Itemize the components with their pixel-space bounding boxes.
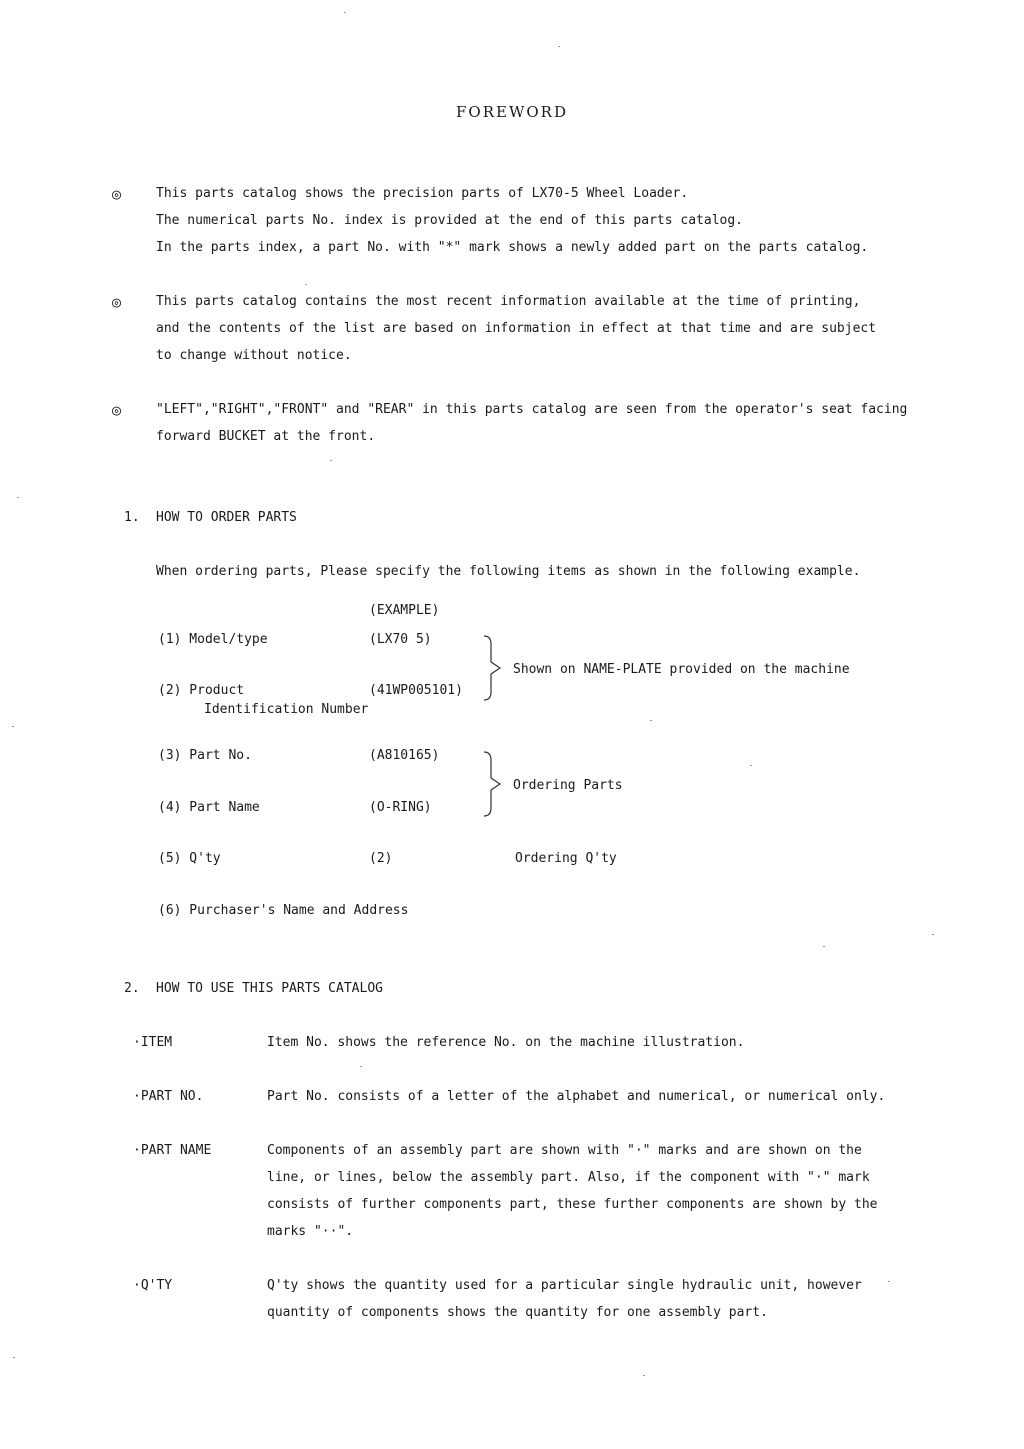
foreword-p1-line3: In the parts index, a part No. with "*" mark shows a newly added part on the parts catalog. <box>156 240 869 255</box>
order-item-2-label: (2) Product <box>158 683 245 698</box>
scan-speck <box>330 460 332 461</box>
scan-speck <box>13 1357 15 1358</box>
section1-number: 1. <box>124 510 140 525</box>
order-item-3-label: (3) Part No. <box>158 748 252 763</box>
foreword-p2-line1: This parts catalog contains the most recent information available at the time of printing, <box>156 294 861 309</box>
order-item-2-example: (41WP005101) <box>369 683 463 698</box>
scan-speck <box>888 1281 890 1282</box>
scan-speck <box>643 1375 645 1376</box>
term-part-name-desc-line2: line, or lines, below the assembly part. Also, if the component with "·" mark <box>267 1170 870 1185</box>
term-part-no: ·PART NO. <box>133 1089 204 1104</box>
term-item-desc: Item No. shows the reference No. on the machine illustration. <box>267 1035 745 1050</box>
section2-heading: HOW TO USE THIS PARTS CATALOG <box>156 981 383 996</box>
order-item-3-example: (A810165) <box>369 748 440 763</box>
section1-heading: HOW TO ORDER PARTS <box>156 510 297 525</box>
term-qty-desc-line2: quantity of components shows the quantity for one assembly part. <box>267 1305 768 1320</box>
order-item-4-label: (4) Part Name <box>158 800 260 815</box>
term-part-name-desc-line3: consists of further components part, these further components are shown by the <box>267 1197 878 1212</box>
term-item: ·ITEM <box>133 1035 173 1050</box>
term-part-name-desc-line4: marks "··". <box>267 1224 354 1239</box>
term-part-no-desc: Part No. consists of a letter of the alphabet and numerical, or numerical only. <box>267 1089 886 1104</box>
foreword-p3-line2: forward BUCKET at the front. <box>156 429 376 444</box>
scan-speck <box>305 284 307 285</box>
scan-speck <box>344 12 346 13</box>
foreword-p2-line2: and the contents of the list are based on information in effect at that time and are subject <box>156 321 877 336</box>
order-item-2-label-line2: Identification Number <box>204 702 369 717</box>
ordering-qty-note: Ordering Q'ty <box>515 851 617 866</box>
scan-speck <box>823 946 825 947</box>
term-qty-desc-line1: Q'ty shows the quantity used for a particular single hydraulic unit, however <box>267 1278 862 1293</box>
bullet-icon: ◎ <box>112 293 122 311</box>
scan-speck <box>17 497 19 498</box>
bullet-icon: ◎ <box>112 185 122 203</box>
scan-speck <box>650 720 652 721</box>
bullet-icon: ◎ <box>112 401 122 419</box>
ordering-parts-note: Ordering Parts <box>513 778 623 793</box>
scan-speck <box>932 934 934 935</box>
term-part-name-desc-line1: Components of an assembly part are shown with "·" marks and are shown on the <box>267 1143 862 1158</box>
scan-speck <box>750 765 752 766</box>
brace-nameplate-icon <box>478 632 508 704</box>
order-item-5-example: (2) <box>369 851 393 866</box>
page-title: FOREWORD <box>456 103 568 121</box>
brace-ordering-parts-icon <box>478 748 508 820</box>
section2-number: 2. <box>124 981 140 996</box>
scan-speck <box>360 1066 362 1067</box>
order-item-6-label: (6) Purchaser's Name and Address <box>158 903 409 918</box>
order-item-1-example: (LX70 5) <box>369 632 432 647</box>
order-item-4-example: (O-RING) <box>369 800 432 815</box>
scan-speck <box>12 726 14 727</box>
example-header: (EXAMPLE) <box>369 603 440 618</box>
foreword-p1-line1: This parts catalog shows the precision parts of LX70-5 Wheel Loader. <box>156 186 689 201</box>
order-item-1-label: (1) Model/type <box>158 632 268 647</box>
foreword-p3-line1: "LEFT","RIGHT","FRONT" and "REAR" in this parts catalog are seen from the operator's seat facing <box>156 402 908 417</box>
term-qty: ·Q'TY <box>133 1278 173 1293</box>
scan-speck <box>558 46 560 47</box>
order-item-5-label: (5) Q'ty <box>158 851 221 866</box>
section1-intro: When ordering parts, Please specify the following items as shown in the following example. <box>156 564 861 579</box>
term-part-name: ·PART NAME <box>133 1143 212 1158</box>
foreword-p1-line2: The numerical parts No. index is provided at the end of this parts catalog. <box>156 213 743 228</box>
nameplate-note: Shown on NAME-PLATE provided on the machine <box>513 662 850 677</box>
foreword-p2-line3: to change without notice. <box>156 348 352 363</box>
